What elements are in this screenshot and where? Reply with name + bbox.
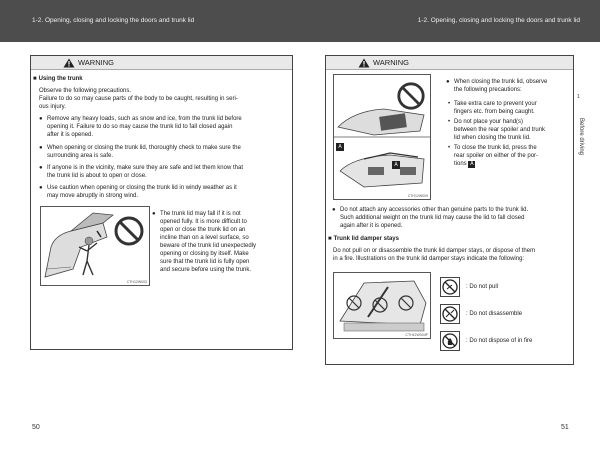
left-warning-box [30,55,293,350]
damper-heading: ■ Trunk lid damper stays [328,235,399,243]
damper-text: Do not pull on or disassemble the trunk lid damper stays, or dispose of them in a fire. Illustrations on the trunk lid damper stays indicate the following: [333,248,536,262]
symbol-row [440,304,522,324]
warning-title: WARNING [373,58,409,67]
intro-line: Failure to do so may cause parts of the body to be caught, resulting in seri- [39,96,238,102]
dash-item: • Take extra care to prevent your fingers etc. from being caught. [448,101,537,115]
precaution-bullet: ● Remove any heavy loads, such as snow and ice, from the trunk lid before opening it. Failure to do so may cause the trunk lid to fall closed again after it is opened. [39,115,242,139]
warning-title: WARNING [78,58,114,67]
warning-title-bar [326,56,573,70]
warning-triangle-icon [63,58,75,68]
chapter-label: Before driving [578,118,584,156]
trunk-fall-figure [40,206,150,286]
right-page-section-title: 1-2. Opening, closing and locking the doors and trunk lid [417,17,580,24]
symbol-row [440,277,498,297]
symbol-label: : Do not dispose of in fire [466,338,533,344]
closing-note: ● When closing the trunk lid, observe the following precautions: [446,78,572,94]
warning-title-bar [31,56,292,70]
page-number-right: 51 [561,424,569,431]
trunk-closing-figure [333,74,431,200]
label-a-marker: A [470,161,474,167]
symbol-row [440,331,532,351]
damper-stay-illustration [334,273,430,338]
left-page-section-title: 1-2. Opening, closing and locking the doors and trunk lid [32,17,195,24]
figure-code: CTH12W009 [407,194,428,198]
figure-code: CTH12W003 [126,280,147,284]
no-fire-icon [440,331,460,351]
right-warning-box [325,55,574,365]
damper-stay-figure [333,272,431,339]
dash-item: • To close the trunk lid, press the rear spoiler on either of the por- tions A [448,145,539,167]
page-number-left: 50 [32,424,40,431]
prohibition-icon [113,215,145,247]
section-heading: ■ Using the trunk [33,75,83,83]
chapter-number: 1 [577,94,580,100]
symbol-label: : Do not pull [466,284,499,290]
symbol-label: : Do not disassemble [466,311,523,317]
intro-line: Observe the following precautions. [39,88,132,94]
label-a-marker: A [336,143,344,151]
prohibition-icon [396,81,426,111]
no-disassemble-icon [440,304,460,324]
figure-code: CTH12W004P [405,333,428,337]
no-pull-icon [440,277,460,297]
intro-line: ous injury. [39,104,66,110]
precaution-bullet: ● When opening or closing the trunk lid, thoroughly check to make sure the surrounding area is safe. [39,144,241,160]
label-a-marker: A [392,161,400,169]
warning-triangle-icon [358,58,370,68]
trunk-fall-note: ● The trunk lid may fall if it is not opened fully. It is more difficult to open or close the trunk lid on an incline than on a level surface, so beware of the trunk lid unexpectedly opening or closing by itself. Make sure that the trunk lid is fully open and secure before using the trunk. [152,210,288,274]
precaution-bullet: ● Use caution when opening or closing the trunk lid in windy weather as it may move abruptly in strong wind. [39,184,237,200]
chapter-side-tab [573,80,587,176]
accessory-note: ● Do not attach any accessories other than genuine parts to the trunk lid. Such additional weight on the trunk lid may cause the lid to fall closed again after it is opened. [332,206,572,230]
dash-item: • Do not place your hand(s) between the rear spoiler and trunk lid when closing the trunk lid. [448,119,546,141]
precaution-bullet: ● If anyone is in the vicinity, make sure they are safe and let them know that the trunk lid is about to open or close. [39,164,243,180]
